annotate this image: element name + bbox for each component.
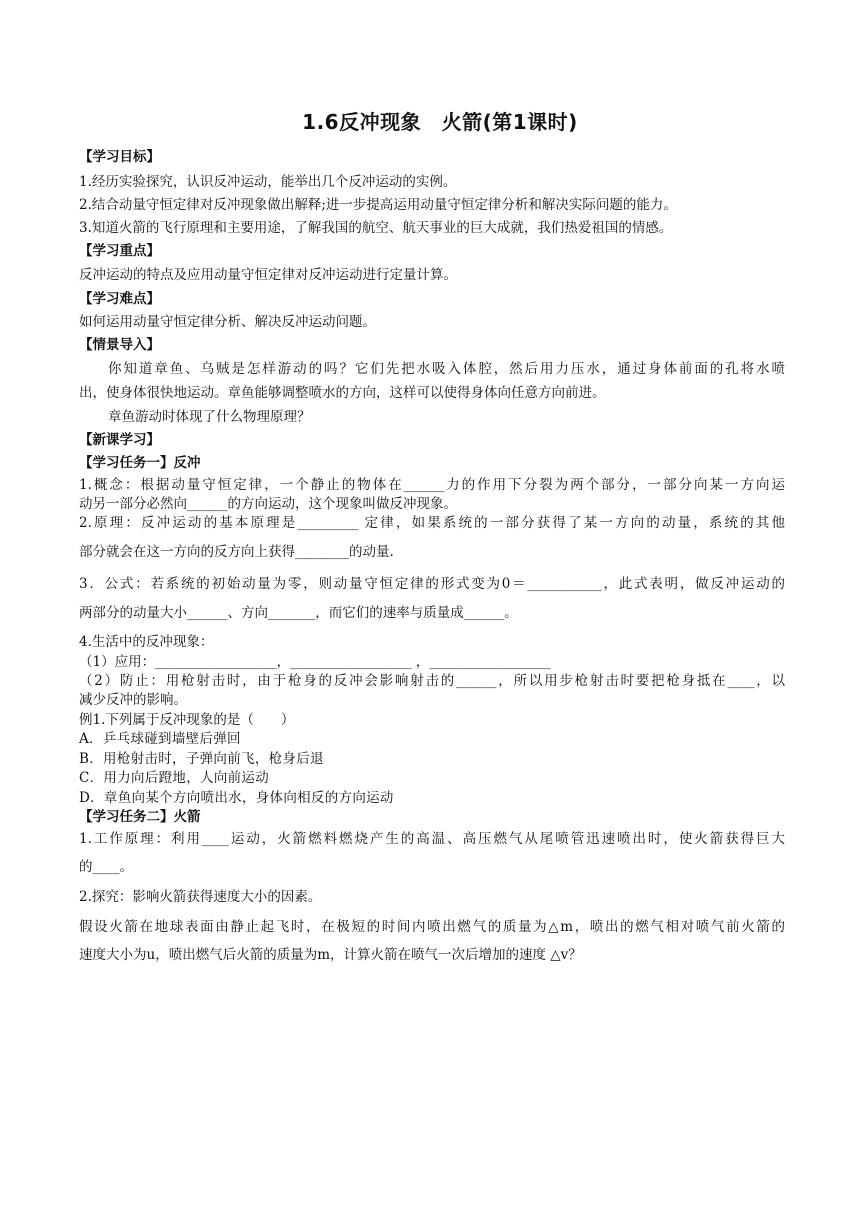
- example1-option-d: D．章鱼向某个方向喷出水，身体向相反的方向运动: [79, 790, 394, 806]
- prevention-line-1: （2）防止：用枪射击时，由于枪身的反冲会影响射击的______，所以用步枪射击时要把枪身抵在____，以: [79, 673, 785, 689]
- formula-line-2: 两部分的动量大小______、方向_______，而它们的速率与质量成______。: [79, 605, 518, 621]
- example1-option-b: B．用枪射击时，子弹向前飞，枪身后退: [79, 751, 324, 767]
- application-line: （1）应用：__________________，__________________ ，__________________: [79, 654, 551, 670]
- objective-item-1: 1.经历实验探究，认识反冲运动，能举出几个反冲运动的实例。: [79, 174, 457, 190]
- life-reaction-heading: 4.生活中的反冲现象：: [79, 634, 214, 650]
- prevention-line-2: 减少反冲的影响。: [79, 692, 187, 708]
- intro-paragraph-line-1: 你知道章鱼、乌贼是怎样游动的吗？它们先把水吸入体腔，然后用力压水，通过身体前面的孔将水喷: [108, 361, 785, 377]
- formula-line-1: 3．公式：若系统的初始动量为零，则动量守恒定律的形式变为0＝___________，此式表明，做反冲运动的: [79, 576, 785, 592]
- example1-option-c: C．用力向后蹬地，人向前运动: [79, 770, 270, 786]
- intro-paragraph-line-2: 出，使身体很快地运动。章鱼能够调整喷水的方向，这样可以使得身体向任意方向前进。: [79, 385, 606, 401]
- intro-heading: 【情景导入】: [79, 337, 160, 353]
- page-title: 1.6反冲现象 火箭(第1课时): [302, 110, 578, 134]
- new-lesson-heading: 【新课学习】: [79, 432, 160, 448]
- task2-heading: 【学习任务二】火箭: [79, 809, 201, 825]
- difficulty-text: 如何运用动量守恒定律分析、解决反冲运动问题。: [79, 314, 376, 330]
- objective-item-3: 3.知道火箭的飞行原理和主要用途，了解我国的航空、航天事业的巨大成就，我们热爱祖国的情感。: [79, 220, 673, 236]
- example1-question: 例1.下列属于反冲现象的是（ ）: [79, 712, 295, 728]
- concept-line-2: 动另一部分必然向______的方向运动，这个现象叫做反冲现象。: [79, 496, 457, 512]
- principle-line-2: 部分就会在这一方向的反方向上获得________的动量.: [79, 544, 394, 560]
- difficulty-heading: 【学习难点】: [79, 291, 160, 307]
- intro-question: 章鱼游动时体现了什么物理原理？: [108, 409, 311, 425]
- rocket-principle-line-2: 的____。: [79, 859, 133, 875]
- rocket-problem-line-1: 假设火箭在地球表面由静止起飞时，在极短的时间内喷出燃气的质量为△m，喷出的燃气相对喷气前火箭的: [79, 919, 785, 935]
- rocket-explore-line: 2.探究：影响火箭获得速度大小的因素。: [79, 889, 322, 905]
- rocket-problem-line-2: 速度大小为u，喷出燃气后火箭的质量为m，计算火箭在喷气一次后增加的速度 △v？: [79, 947, 582, 963]
- objective-item-2: 2.结合动量守恒定律对反冲现象做出解释;进一步提高运用动量守恒定律分析和解决实际问题的能力。: [79, 197, 677, 213]
- example1-option-a: A．乒乓球碰到墙壁后弹回: [79, 731, 241, 747]
- task1-heading: 【学习任务一】反冲: [79, 455, 201, 471]
- objectives-heading: 【学习目标】: [79, 149, 160, 165]
- rocket-principle-line-1: 1.工作原理：利用____运动，火箭燃料燃烧产生的高温、高压燃气从尾喷管迅速喷出时，使火箭获得巨大: [79, 831, 785, 847]
- key-point-heading: 【学习重点】: [79, 243, 160, 259]
- principle-line-1: 2.原理：反冲运动的基本原理是_________ 定律，如果系统的一部分获得了某一方向的动量，系统的其他: [79, 515, 785, 531]
- key-point-text: 反冲运动的特点及应用动量守恒定律对反冲运动进行定量计算。: [79, 267, 457, 283]
- concept-line-1: 1.概念：根据动量守恒定律，一个静止的物体在______力的作用下分裂为两个部分，一部分向某一方向运: [79, 477, 785, 493]
